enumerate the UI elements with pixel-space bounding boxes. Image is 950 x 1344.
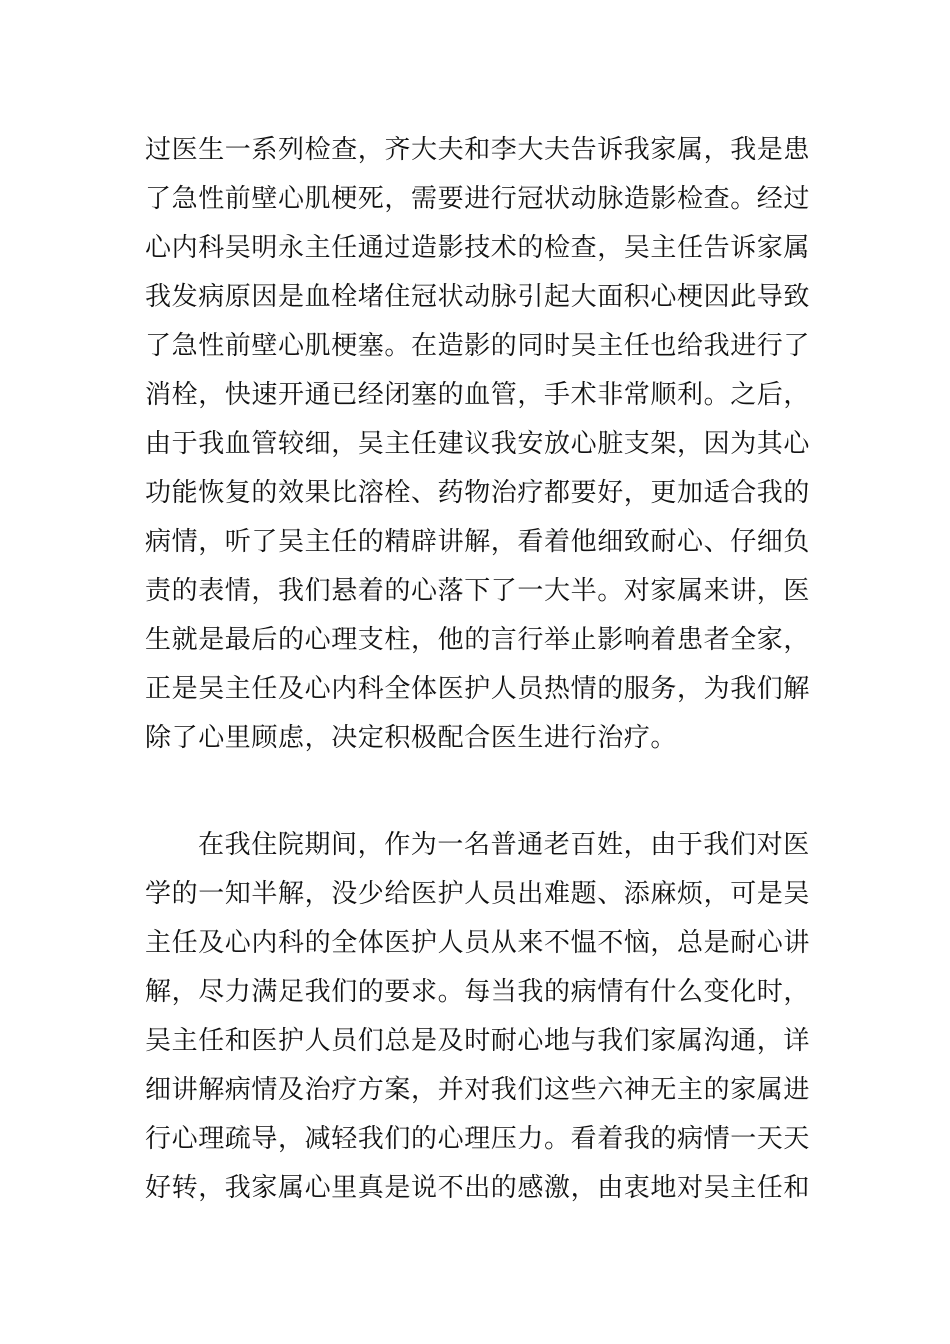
text-line: 正是吴主任及心内科全体医护人员热情的服务，为我们解 (145, 674, 811, 704)
text-line: 在我住院期间，作为一名普通老百姓，由于我们对医 (198, 830, 810, 860)
text-line: 生就是最后的心理支柱，他的言行举止影响着患者全家， (145, 625, 811, 655)
text-line: 了急性前壁心肌梗死，需要进行冠状动脉造影检查。经过 (145, 184, 811, 214)
text-line: 学的一知半解，没少给医护人员出难题、添麻烦，可是吴 (145, 879, 811, 909)
text-line: 解，尽力满足我们的要求。每当我的病情有什么变化时， (145, 977, 811, 1007)
text-line: 了急性前壁心肌梗塞。在造影的同时吴主任也给我进行了 (145, 331, 811, 361)
text-line: 好转，我家属心里真是说不出的感激，由衷地对吴主任和 (145, 1173, 811, 1203)
text-line: 心内科吴明永主任通过造影技术的检查，吴主任告诉家属 (145, 233, 811, 263)
text-line: 除了心里顾虑，决定积极配合医生进行治疗。 (145, 723, 678, 753)
text-line: 细讲解病情及治疗方案，并对我们这些六神无主的家属进 (145, 1075, 811, 1105)
text-line: 功能恢复的效果比溶栓、药物治疗都要好，更加适合我的 (145, 478, 811, 508)
text-line: 消栓，快速开通已经闭塞的血管，手术非常顺利。之后， (145, 380, 811, 410)
text-line: 责的表情，我们悬着的心落下了一大半。对家属来讲，医 (145, 576, 811, 606)
text-line: 我发病原因是血栓堵住冠状动脉引起大面积心梗因此导致 (145, 282, 811, 312)
text-line: 过医生一系列检查，齐大夫和李大夫告诉我家属，我是患 (145, 135, 811, 165)
text-line: 行心理疏导，减轻我们的心理压力。看着我的病情一天天 (145, 1124, 811, 1154)
text-line: 吴主任和医护人员们总是及时耐心地与我们家属沟通，详 (145, 1026, 811, 1056)
text-line: 主任及心内科的全体医护人员从来不愠不恼，总是耐心讲 (145, 928, 811, 958)
text-line: 病情，听了吴主任的精辟讲解，看着他细致耐心、仔细负 (145, 527, 811, 557)
text-line: 由于我血管较细，吴主任建议我安放心脏支架，因为其心 (145, 429, 811, 459)
